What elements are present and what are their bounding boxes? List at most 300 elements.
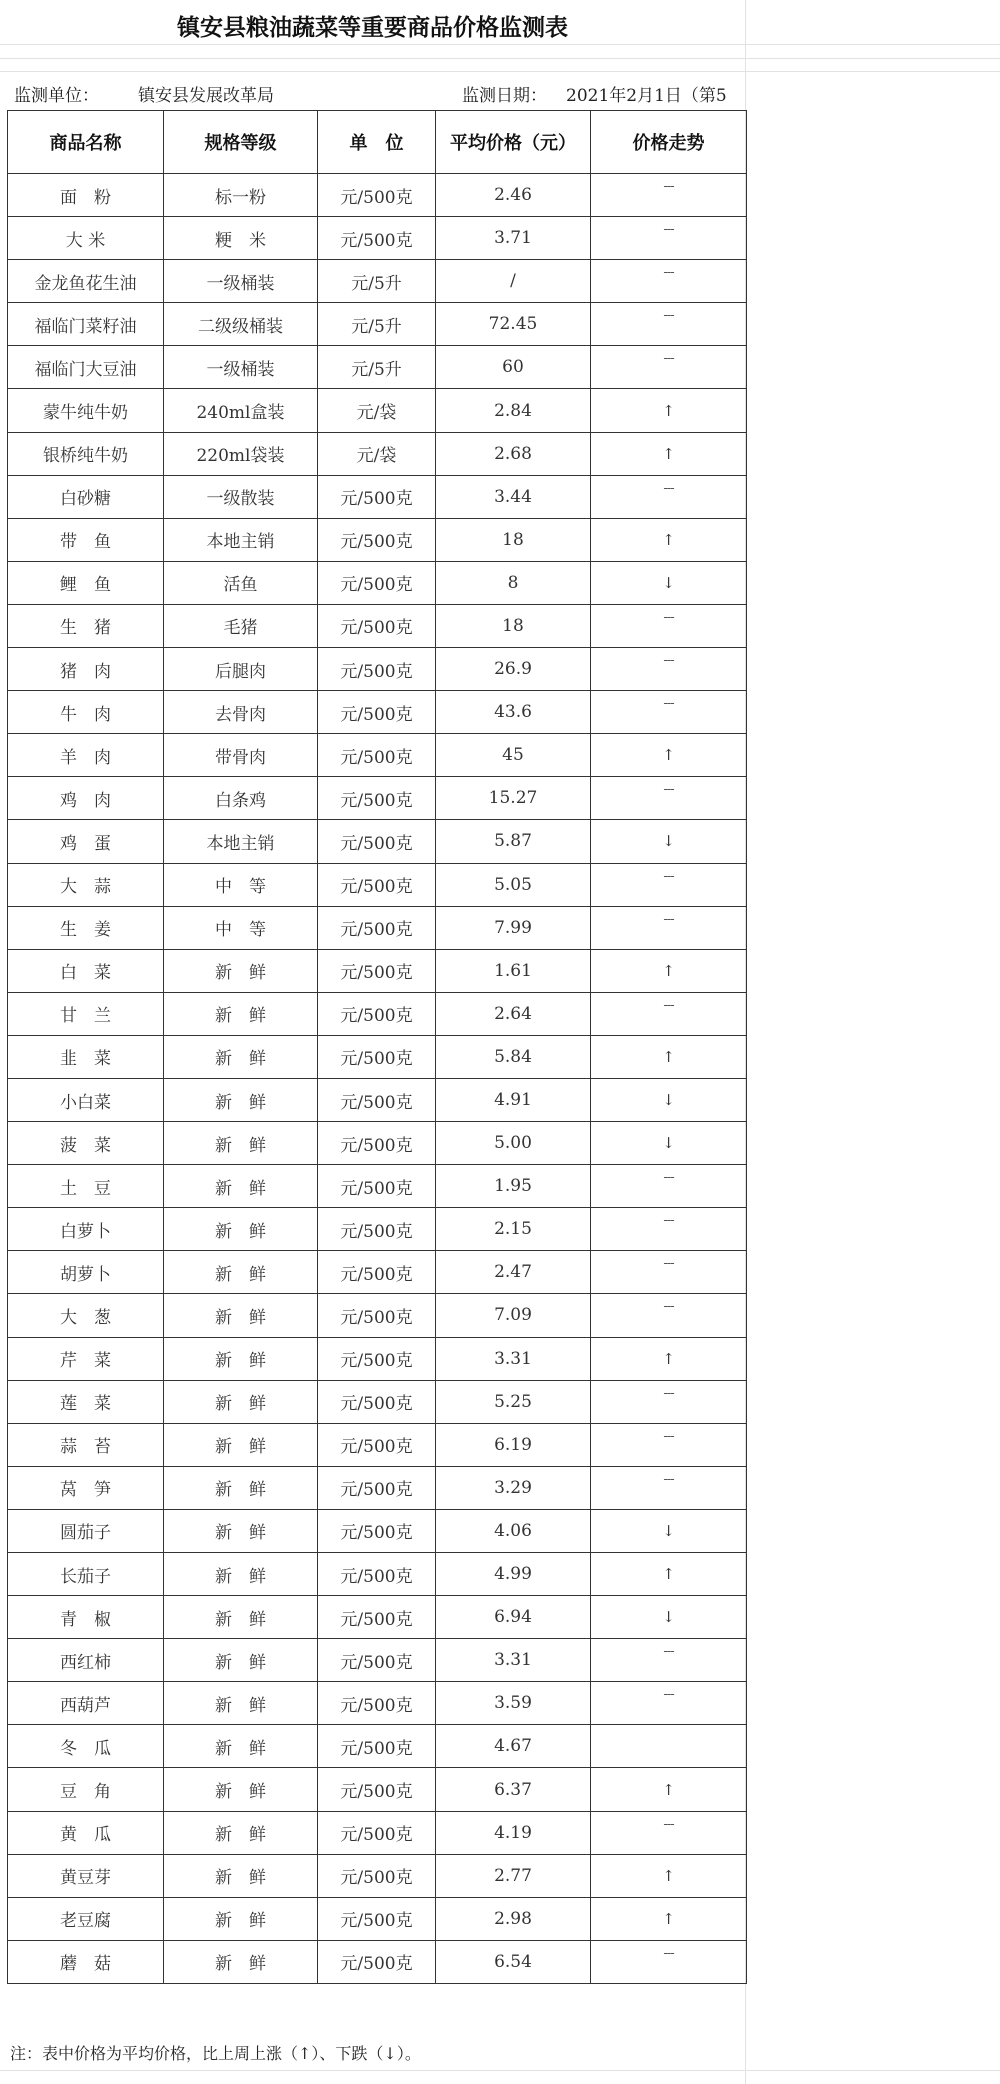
spec-grade-cell: 新 鲜 xyxy=(164,1897,318,1940)
table-row xyxy=(8,346,747,389)
product-name-cell: 大 葱 xyxy=(8,1294,164,1337)
product-name-cell: 福临门菜籽油 xyxy=(8,303,164,346)
table-row xyxy=(8,1639,747,1682)
product-name-cell: 牛 肉 xyxy=(8,691,164,734)
table-row xyxy=(8,820,747,863)
arrow-down-icon: ↓ xyxy=(662,1608,675,1627)
average-price-cell: 15.27 xyxy=(436,777,591,820)
unit-cell: 元/500克 xyxy=(318,691,436,734)
unit-cell: 元/500克 xyxy=(318,1897,436,1940)
average-price-cell: 2.47 xyxy=(436,1251,591,1294)
price-trend-cell xyxy=(591,1897,747,1940)
unit-cell: 元/500克 xyxy=(318,1768,436,1811)
unit-cell: 元/5升 xyxy=(318,260,436,303)
spec-grade-cell: 带骨肉 xyxy=(164,734,318,777)
table-row xyxy=(8,1509,747,1552)
average-price-cell: 18 xyxy=(436,518,591,561)
monitoring-unit-value: 镇安县发展改革局 xyxy=(138,86,274,106)
unit-cell: 元/500克 xyxy=(318,1251,436,1294)
price-trend-cell xyxy=(591,217,747,260)
arrow-down-icon: ↓ xyxy=(662,832,675,851)
arrow-down-icon: ↓ xyxy=(662,1521,675,1540)
spec-grade-cell: 新 鲜 xyxy=(164,1294,318,1337)
average-price-cell: 2.46 xyxy=(436,174,591,217)
table-row xyxy=(8,734,747,777)
price-trend-cell xyxy=(591,691,747,734)
average-price-cell: 5.84 xyxy=(436,1035,591,1078)
spec-grade-cell: 新 鲜 xyxy=(164,1078,318,1121)
average-price-cell: 7.99 xyxy=(436,906,591,949)
unit-cell: 元/500克 xyxy=(318,1553,436,1596)
product-name-cell: 生 姜 xyxy=(8,906,164,949)
unit-cell: 元/500克 xyxy=(318,1423,436,1466)
average-price-cell: 45 xyxy=(436,734,591,777)
price-trend-cell xyxy=(591,518,747,561)
unit-cell: 元/500克 xyxy=(318,561,436,604)
price-table xyxy=(7,110,747,1984)
average-price-cell: 6.37 xyxy=(436,1768,591,1811)
product-name-cell: 胡萝卜 xyxy=(8,1251,164,1294)
average-price-cell: 5.00 xyxy=(436,1122,591,1165)
spec-grade-cell: 新 鲜 xyxy=(164,992,318,1035)
table-row xyxy=(8,1768,747,1811)
table-header-row xyxy=(8,111,747,174)
average-price-cell: 6.54 xyxy=(436,1940,591,1983)
table-row xyxy=(8,604,747,647)
price-trend-cell xyxy=(591,303,747,346)
product-name-cell: 白萝卜 xyxy=(8,1208,164,1251)
table-row xyxy=(8,1165,747,1208)
spec-grade-cell: 新 鲜 xyxy=(164,1337,318,1380)
spec-grade-cell: 本地主销 xyxy=(164,518,318,561)
price-trend-cell xyxy=(591,1035,747,1078)
price-trend-cell xyxy=(591,1553,747,1596)
product-name-cell: 大 米 xyxy=(8,217,164,260)
table-row xyxy=(8,1725,747,1768)
spec-grade-cell: 新 鲜 xyxy=(164,1682,318,1725)
price-trend-cell xyxy=(591,561,747,604)
product-name-cell: 鸡 蛋 xyxy=(8,820,164,863)
table-row xyxy=(8,1380,747,1423)
average-price-cell: 3.44 xyxy=(436,475,591,518)
spec-grade-cell: 去骨肉 xyxy=(164,691,318,734)
monitoring-unit-label: 监测单位： xyxy=(14,86,99,106)
product-name-cell: 冬 瓜 xyxy=(8,1725,164,1768)
price-trend-cell xyxy=(591,820,747,863)
table-row xyxy=(8,1466,747,1509)
arrow-up-icon: ↑ xyxy=(662,1047,675,1066)
spec-grade-cell: 新 鲜 xyxy=(164,1725,318,1768)
price-trend-cell xyxy=(591,1768,747,1811)
price-trend-cell xyxy=(591,648,747,691)
price-trend-cell xyxy=(591,992,747,1035)
spec-grade-cell: 新 鲜 xyxy=(164,1380,318,1423)
price-trend-cell xyxy=(591,906,747,949)
price-trend-cell xyxy=(591,389,747,432)
price-trend-cell xyxy=(591,1251,747,1294)
price-trend-cell xyxy=(591,604,747,647)
arrow-down-icon: ↓ xyxy=(662,1091,675,1110)
arrow-up-icon: ↑ xyxy=(662,1780,675,1799)
unit-cell: 元/500克 xyxy=(318,1208,436,1251)
unchanged-dash-icon: --- xyxy=(663,265,674,281)
header-unit: 单 位 xyxy=(318,111,436,174)
average-price-cell: 26.9 xyxy=(436,648,591,691)
average-price-cell: 4.67 xyxy=(436,1725,591,1768)
arrow-up-icon: ↑ xyxy=(662,961,675,980)
spec-grade-cell: 新 鲜 xyxy=(164,1639,318,1682)
table-row xyxy=(8,518,747,561)
unchanged-dash-icon: --- xyxy=(663,1644,674,1660)
price-trend-cell xyxy=(591,863,747,906)
arrow-down-icon: ↓ xyxy=(662,573,675,592)
arrow-up-icon: ↑ xyxy=(662,1349,675,1368)
arrow-up-icon: ↑ xyxy=(662,1909,675,1928)
product-name-cell: 甘 兰 xyxy=(8,992,164,1035)
unchanged-dash-icon: --- xyxy=(663,696,674,712)
average-price-cell: 8 xyxy=(436,561,591,604)
header-average-price: 平均价格（元） xyxy=(436,111,591,174)
price-trend-cell xyxy=(591,1811,747,1854)
table-body xyxy=(8,174,747,1984)
unchanged-dash-icon: --- xyxy=(663,1170,674,1186)
product-name-cell: 面 粉 xyxy=(8,174,164,217)
unchanged-dash-icon: --- xyxy=(663,1385,674,1401)
product-name-cell: 西红柿 xyxy=(8,1639,164,1682)
average-price-cell: 5.25 xyxy=(436,1380,591,1423)
product-name-cell: 白砂糖 xyxy=(8,475,164,518)
unit-cell: 元/500克 xyxy=(318,863,436,906)
average-price-cell: 72.45 xyxy=(436,303,591,346)
spec-grade-cell: 新 鲜 xyxy=(164,1423,318,1466)
table-row xyxy=(8,217,747,260)
unchanged-dash-icon: --- xyxy=(663,1471,674,1487)
arrow-up-icon: ↑ xyxy=(662,746,675,765)
monitoring-date-label: 监测日期： xyxy=(462,86,547,106)
header-price-trend: 价格走势 xyxy=(591,111,747,174)
average-price-cell: 2.64 xyxy=(436,992,591,1035)
arrow-up-icon: ↑ xyxy=(662,530,675,549)
unit-cell: 元/500克 xyxy=(318,1509,436,1552)
unchanged-dash-icon: --- xyxy=(663,308,674,324)
spec-grade-cell: 一级散装 xyxy=(164,475,318,518)
product-name-cell: 土 豆 xyxy=(8,1165,164,1208)
average-price-cell: / xyxy=(436,260,591,303)
spec-grade-cell: 毛猪 xyxy=(164,604,318,647)
unchanged-dash-icon: --- xyxy=(663,911,674,927)
price-trend-cell xyxy=(591,1294,747,1337)
average-price-cell: 1.61 xyxy=(436,949,591,992)
arrow-up-icon: ↑ xyxy=(662,1565,675,1584)
average-price-cell: 3.59 xyxy=(436,1682,591,1725)
product-name-cell: 莲 菜 xyxy=(8,1380,164,1423)
price-trend-cell xyxy=(591,777,747,820)
unit-cell: 元/500克 xyxy=(318,1596,436,1639)
spec-grade-cell: 一级桶装 xyxy=(164,346,318,389)
spec-grade-cell: 二级级桶装 xyxy=(164,303,318,346)
table-row xyxy=(8,1596,747,1639)
average-price-cell: 1.95 xyxy=(436,1165,591,1208)
unit-cell: 元/500克 xyxy=(318,518,436,561)
average-price-cell: 3.31 xyxy=(436,1639,591,1682)
unit-cell: 元/袋 xyxy=(318,432,436,475)
unit-cell: 元/袋 xyxy=(318,389,436,432)
price-trend-cell xyxy=(591,432,747,475)
unchanged-dash-icon: --- xyxy=(663,1687,674,1703)
average-price-cell: 6.94 xyxy=(436,1596,591,1639)
spec-grade-cell: 中 等 xyxy=(164,863,318,906)
spec-grade-cell: 活鱼 xyxy=(164,561,318,604)
unit-cell: 元/500克 xyxy=(318,992,436,1035)
table-row xyxy=(8,1294,747,1337)
average-price-cell: 5.87 xyxy=(436,820,591,863)
unit-cell: 元/500克 xyxy=(318,1380,436,1423)
product-name-cell: 羊 肉 xyxy=(8,734,164,777)
unit-cell: 元/500克 xyxy=(318,734,436,777)
spec-grade-cell: 新 鲜 xyxy=(164,1251,318,1294)
spec-grade-cell: 新 鲜 xyxy=(164,1768,318,1811)
unchanged-dash-icon: --- xyxy=(663,1213,674,1229)
price-trend-cell xyxy=(591,174,747,217)
spec-grade-cell: 新 鲜 xyxy=(164,1122,318,1165)
average-price-cell: 18 xyxy=(436,604,591,647)
table-row xyxy=(8,1251,747,1294)
unchanged-dash-icon: --- xyxy=(663,609,674,625)
price-trend-cell xyxy=(591,1078,747,1121)
unit-cell: 元/500克 xyxy=(318,1639,436,1682)
product-name-cell: 黄豆芽 xyxy=(8,1854,164,1897)
table-row xyxy=(8,561,747,604)
average-price-cell: 5.05 xyxy=(436,863,591,906)
product-name-cell: 带 鱼 xyxy=(8,518,164,561)
price-trend-cell xyxy=(591,1596,747,1639)
average-price-cell: 4.19 xyxy=(436,1811,591,1854)
price-trend-cell xyxy=(591,1854,747,1897)
unchanged-dash-icon: --- xyxy=(663,179,674,195)
price-trend-cell xyxy=(591,1208,747,1251)
product-name-cell: 黄 瓜 xyxy=(8,1811,164,1854)
unchanged-dash-icon: --- xyxy=(663,782,674,798)
sheet-gridline xyxy=(0,2070,1000,2071)
unchanged-dash-icon: --- xyxy=(663,222,674,238)
product-name-cell: 金龙鱼花生油 xyxy=(8,260,164,303)
product-name-cell: 长茄子 xyxy=(8,1553,164,1596)
average-price-cell: 4.99 xyxy=(436,1553,591,1596)
product-name-cell: 小白菜 xyxy=(8,1078,164,1121)
product-name-cell: 鲤 鱼 xyxy=(8,561,164,604)
price-trend-cell xyxy=(591,1682,747,1725)
unchanged-dash-icon: --- xyxy=(663,653,674,669)
page-title: 镇安县粮油蔬菜等重要商品价格监测表 xyxy=(177,15,568,41)
spec-grade-cell: 新 鲜 xyxy=(164,1854,318,1897)
average-price-cell: 2.98 xyxy=(436,1897,591,1940)
table-row xyxy=(8,475,747,518)
price-trend-cell xyxy=(591,1509,747,1552)
product-name-cell: 银桥纯牛奶 xyxy=(8,432,164,475)
price-trend-cell xyxy=(591,346,747,389)
average-price-cell: 2.68 xyxy=(436,432,591,475)
table-row xyxy=(8,432,747,475)
spec-grade-cell: 新 鲜 xyxy=(164,1596,318,1639)
table-row xyxy=(8,648,747,691)
unchanged-dash-icon: --- xyxy=(663,997,674,1013)
unchanged-dash-icon: --- xyxy=(663,1299,674,1315)
product-name-cell: 蒙牛纯牛奶 xyxy=(8,389,164,432)
price-trend-cell xyxy=(591,1940,747,1983)
unchanged-dash-icon: --- xyxy=(663,868,674,884)
unit-cell: 元/500克 xyxy=(318,475,436,518)
unit-cell: 元/500克 xyxy=(318,648,436,691)
spec-grade-cell: 新 鲜 xyxy=(164,1208,318,1251)
product-name-cell: 圆茄子 xyxy=(8,1509,164,1552)
unit-cell: 元/500克 xyxy=(318,174,436,217)
unit-cell: 元/500克 xyxy=(318,1035,436,1078)
spec-grade-cell: 新 鲜 xyxy=(164,949,318,992)
price-trend-cell xyxy=(591,1380,747,1423)
average-price-cell: 2.15 xyxy=(436,1208,591,1251)
spec-grade-cell: 中 等 xyxy=(164,906,318,949)
spec-grade-cell: 本地主销 xyxy=(164,820,318,863)
unchanged-dash-icon: --- xyxy=(663,1256,674,1272)
spec-grade-cell: 新 鲜 xyxy=(164,1035,318,1078)
table-footnote: 注：表中价格为平均价格，比上周上涨（↑）、下跌（↓）。 xyxy=(10,2044,421,2063)
product-name-cell: 白 菜 xyxy=(8,949,164,992)
price-trend-cell xyxy=(591,475,747,518)
table-row xyxy=(8,906,747,949)
unit-cell: 元/500克 xyxy=(318,1854,436,1897)
product-name-cell: 西葫芦 xyxy=(8,1682,164,1725)
unit-cell: 元/500克 xyxy=(318,820,436,863)
table-row xyxy=(8,1897,747,1940)
table-row xyxy=(8,1811,747,1854)
average-price-cell: 6.19 xyxy=(436,1423,591,1466)
average-price-cell: 60 xyxy=(436,346,591,389)
unit-cell: 元/500克 xyxy=(318,1811,436,1854)
table-row xyxy=(8,1035,747,1078)
header-product-name: 商品名称 xyxy=(8,111,164,174)
table-row xyxy=(8,303,747,346)
spec-grade-cell: 新 鲜 xyxy=(164,1509,318,1552)
sheet-gridline xyxy=(0,71,1000,72)
spec-grade-cell: 标一粉 xyxy=(164,174,318,217)
table-row xyxy=(8,260,747,303)
average-price-cell: 3.29 xyxy=(436,1466,591,1509)
spec-grade-cell: 240ml盒装 xyxy=(164,389,318,432)
spec-grade-cell: 新 鲜 xyxy=(164,1466,318,1509)
unit-cell: 元/500克 xyxy=(318,1725,436,1768)
table-row xyxy=(8,949,747,992)
unit-cell: 元/500克 xyxy=(318,1294,436,1337)
unit-cell: 元/500克 xyxy=(318,1682,436,1725)
average-price-cell: 2.77 xyxy=(436,1854,591,1897)
price-trend-cell xyxy=(591,1122,747,1165)
average-price-cell: 3.71 xyxy=(436,217,591,260)
table-row xyxy=(8,691,747,734)
price-trend-cell xyxy=(591,949,747,992)
price-trend-cell xyxy=(591,1165,747,1208)
unit-cell: 元/5升 xyxy=(318,346,436,389)
average-price-cell: 43.6 xyxy=(436,691,591,734)
table-row xyxy=(8,174,747,217)
unchanged-dash-icon: --- xyxy=(663,1945,674,1961)
unit-cell: 元/5升 xyxy=(318,303,436,346)
arrow-up-icon: ↑ xyxy=(662,444,675,463)
unchanged-dash-icon: --- xyxy=(663,1428,674,1444)
product-name-cell: 福临门大豆油 xyxy=(8,346,164,389)
spec-grade-cell: 新 鲜 xyxy=(164,1811,318,1854)
spec-grade-cell: 粳 米 xyxy=(164,217,318,260)
product-name-cell: 生 猪 xyxy=(8,604,164,647)
product-name-cell: 蘑 菇 xyxy=(8,1940,164,1983)
price-trend-cell xyxy=(591,1337,747,1380)
monitoring-date-value: 2021年2月1日（第5 xyxy=(566,86,727,106)
price-trend-cell xyxy=(591,1423,747,1466)
table-row xyxy=(8,1854,747,1897)
table-row xyxy=(8,992,747,1035)
unit-cell: 元/500克 xyxy=(318,1337,436,1380)
unchanged-dash-icon: --- xyxy=(663,351,674,367)
unit-cell: 元/500克 xyxy=(318,1940,436,1983)
unchanged-dash-icon: --- xyxy=(663,480,674,496)
table-row xyxy=(8,1553,747,1596)
table-row xyxy=(8,1078,747,1121)
table-row xyxy=(8,1682,747,1725)
unchanged-dash-icon: --- xyxy=(663,1816,674,1832)
unit-cell: 元/500克 xyxy=(318,906,436,949)
product-name-cell: 菠 菜 xyxy=(8,1122,164,1165)
table-row xyxy=(8,777,747,820)
average-price-cell: 3.31 xyxy=(436,1337,591,1380)
unit-cell: 元/500克 xyxy=(318,1122,436,1165)
product-name-cell: 豆 角 xyxy=(8,1768,164,1811)
product-name-cell: 莴 笋 xyxy=(8,1466,164,1509)
spec-grade-cell: 白条鸡 xyxy=(164,777,318,820)
average-price-cell: 7.09 xyxy=(436,1294,591,1337)
product-name-cell: 大 蒜 xyxy=(8,863,164,906)
spec-grade-cell: 220ml袋装 xyxy=(164,432,318,475)
table-row xyxy=(8,1122,747,1165)
spec-grade-cell: 后腿肉 xyxy=(164,648,318,691)
unit-cell: 元/500克 xyxy=(318,604,436,647)
product-name-cell: 老豆腐 xyxy=(8,1897,164,1940)
table-row xyxy=(8,389,747,432)
average-price-cell: 4.91 xyxy=(436,1078,591,1121)
price-trend-cell xyxy=(591,260,747,303)
table-row xyxy=(8,1940,747,1983)
product-name-cell: 芹 菜 xyxy=(8,1337,164,1380)
price-trend-cell xyxy=(591,734,747,777)
spec-grade-cell: 新 鲜 xyxy=(164,1553,318,1596)
header-spec-grade: 规格等级 xyxy=(164,111,318,174)
unit-cell: 元/500克 xyxy=(318,777,436,820)
product-name-cell: 鸡 肉 xyxy=(8,777,164,820)
spec-grade-cell: 一级桶装 xyxy=(164,260,318,303)
average-price-cell: 2.84 xyxy=(436,389,591,432)
price-trend-cell xyxy=(591,1639,747,1682)
unit-cell: 元/500克 xyxy=(318,949,436,992)
sheet-gridline xyxy=(0,58,1000,59)
unit-cell: 元/500克 xyxy=(318,217,436,260)
product-name-cell: 猪 肉 xyxy=(8,648,164,691)
product-name-cell: 蒜 苔 xyxy=(8,1423,164,1466)
price-trend-cell xyxy=(591,1466,747,1509)
unit-cell: 元/500克 xyxy=(318,1466,436,1509)
table-row xyxy=(8,863,747,906)
product-name-cell: 青 椒 xyxy=(8,1596,164,1639)
arrow-up-icon: ↑ xyxy=(662,1866,675,1885)
table-row xyxy=(8,1337,747,1380)
table-row xyxy=(8,1208,747,1251)
